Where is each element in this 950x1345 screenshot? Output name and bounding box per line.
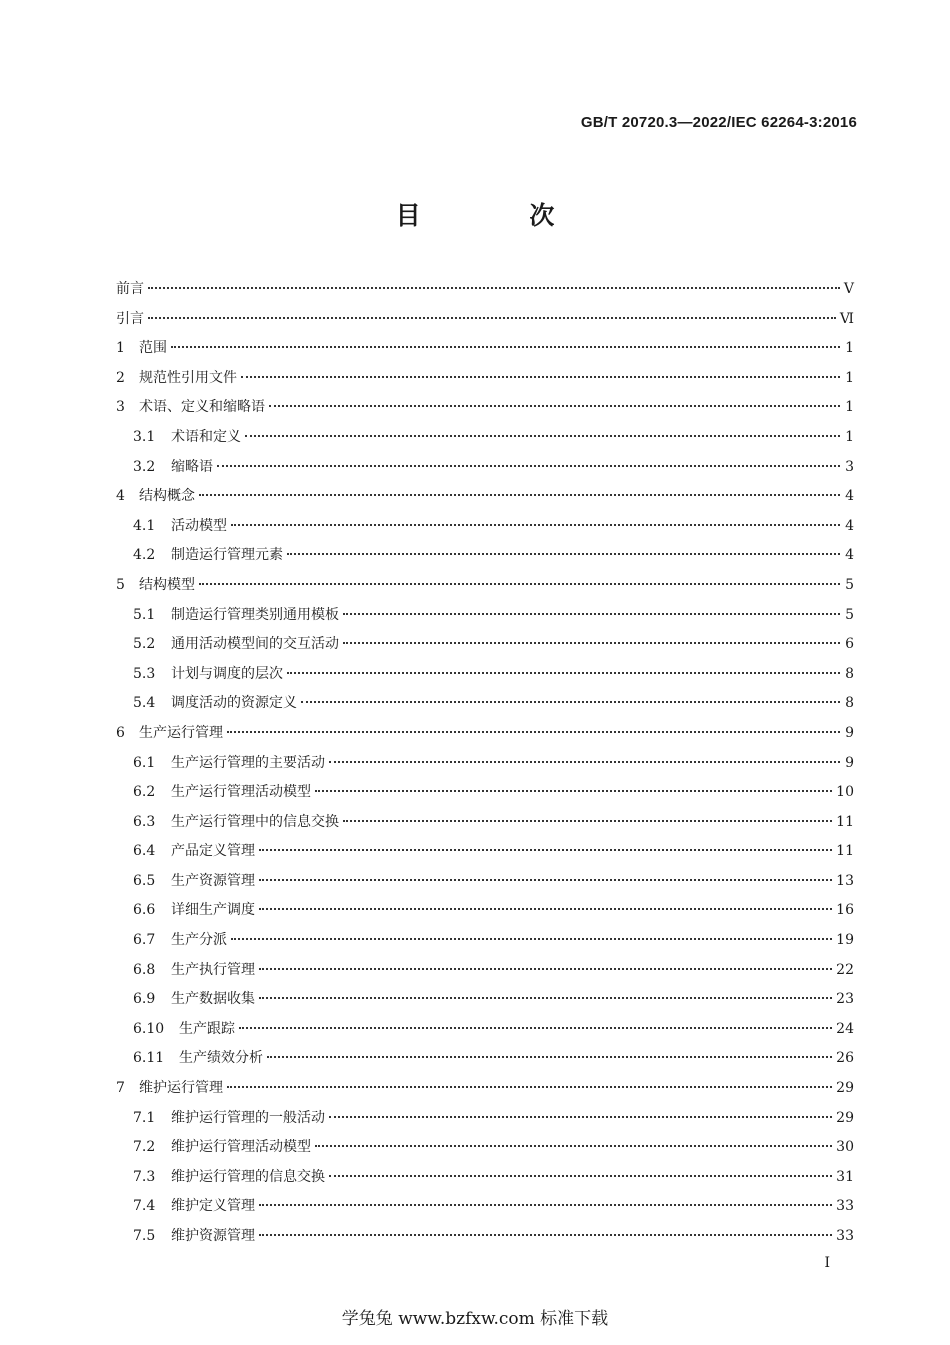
toc-entry-page: 24 [836, 1020, 854, 1037]
toc-entry-label: 活动模型 [171, 517, 227, 534]
toc-leader-dots [239, 1027, 832, 1029]
toc-entry-number: 6.5 [133, 872, 156, 889]
toc-entry-number: 6.3 [133, 813, 156, 830]
toc-entry-number: 6.11 [133, 1050, 165, 1067]
toc-entry[interactable] [116, 689, 854, 719]
toc-entry-label: 生产执行管理 [171, 961, 255, 978]
toc-entry-label: 产品定义管理 [171, 843, 255, 860]
toc-entry-page: 4 [845, 488, 854, 505]
toc-entry-label: 调度活动的资源定义 [171, 695, 297, 712]
toc-leader-dots [329, 1116, 832, 1118]
toc-entry-label: 维护运行管理活动模型 [171, 1139, 311, 1156]
toc-entry[interactable] [116, 1044, 854, 1074]
toc-entry-page: 31 [836, 1168, 854, 1185]
toc-entry-number: 4.1 [133, 517, 156, 534]
toc-leader-dots [199, 583, 840, 585]
toc-entry-page: 8 [845, 695, 854, 712]
toc-entry-number: 7.4 [133, 1198, 156, 1215]
toc-entry-label: 引言 [116, 310, 144, 327]
toc-entry-label: 缩略语 [171, 458, 213, 475]
toc-entry[interactable] [116, 926, 854, 956]
standard-number: GB/T 20720.3—2022/IEC 62264-3:2016 [580, 114, 857, 131]
toc-entry-number: 6.10 [133, 1020, 165, 1037]
toc-leader-dots [287, 672, 840, 674]
toc-leader-dots [301, 701, 840, 703]
toc-entry-label: 术语、定义和缩略语 [139, 399, 265, 416]
toc-leader-dots [245, 435, 840, 437]
toc-entry-number: 4 [116, 488, 125, 505]
toc-entry-page: 6 [845, 636, 854, 653]
toc-entry-page: 13 [836, 872, 854, 889]
toc-entry[interactable] [116, 601, 854, 631]
toc-entry-label: 生产运行管理 [139, 724, 223, 741]
toc-entry-page: Ⅵ [839, 310, 854, 327]
toc-entry-label: 维护运行管理 [139, 1080, 223, 1097]
toc-entry-page: 1 [845, 340, 854, 357]
toc-entry-page: 29 [836, 1080, 854, 1097]
toc-leader-dots [259, 849, 832, 851]
toc-entry-page: 11 [836, 843, 854, 860]
toc-entry[interactable] [116, 482, 854, 512]
toc-entry-number: 3.1 [133, 428, 156, 445]
table-of-contents [116, 275, 854, 1252]
toc-entry-label: 规范性引用文件 [139, 369, 237, 386]
toc-leader-dots [259, 968, 832, 970]
toc-entry-number: 7.5 [133, 1228, 156, 1244]
toc-leader-dots [148, 317, 836, 319]
toc-leader-dots [267, 1056, 832, 1058]
toc-leader-dots [259, 879, 832, 881]
toc-entry[interactable] [116, 423, 854, 453]
toc-leader-dots [199, 494, 840, 496]
toc-entry[interactable] [116, 808, 854, 838]
toc-leader-dots [315, 1145, 832, 1147]
toc-entry[interactable] [116, 896, 854, 926]
toc-entry-label: 生产资源管理 [171, 872, 255, 889]
toc-entry-number: 6.9 [133, 991, 156, 1008]
toc-leader-dots [241, 376, 840, 378]
toc-entry[interactable] [116, 275, 854, 305]
toc-entry[interactable] [116, 837, 854, 867]
toc-entry[interactable] [116, 334, 854, 364]
toc-entry-page: 1 [845, 369, 854, 386]
toc-entry-page: 3 [845, 458, 854, 475]
toc-entry[interactable] [116, 364, 854, 394]
toc-entry-number: 6.6 [133, 902, 156, 919]
toc-entry-number: 5 [116, 576, 125, 593]
toc-entry[interactable] [116, 393, 854, 423]
toc-entry-label: 结构概念 [139, 488, 195, 505]
toc-entry-page: V [843, 281, 854, 297]
toc-entry[interactable] [116, 1163, 854, 1193]
toc-entry-number: 5.1 [133, 606, 156, 623]
toc-leader-dots [217, 465, 840, 467]
toc-entry[interactable] [116, 749, 854, 779]
toc-entry-page: 22 [836, 961, 854, 978]
toc-entry-label: 生产运行管理活动模型 [171, 784, 311, 801]
toc-entry-page: 19 [836, 932, 854, 949]
toc-entry-label: 范围 [139, 340, 167, 357]
toc-entry-number: 6.1 [133, 754, 156, 771]
toc-leader-dots [259, 1234, 832, 1236]
toc-entry-page: 33 [836, 1198, 854, 1215]
toc-entry-label: 维护资源管理 [171, 1228, 255, 1244]
toc-entry-number: 3.2 [133, 458, 156, 475]
toc-entry-label: 制造运行管理类别通用模板 [171, 606, 339, 623]
toc-leader-dots [343, 613, 840, 615]
toc-entry[interactable] [116, 541, 854, 571]
toc-entry-page: 11 [836, 813, 854, 830]
toc-entry-page: 26 [836, 1050, 854, 1067]
toc-entry-page: 10 [836, 784, 854, 801]
toc-entry-page: 4 [845, 517, 854, 534]
watermark-text: 学兔兔 www.bzfxw.com 标准下载 [341, 1309, 609, 1329]
toc-leader-dots [287, 553, 840, 555]
toc-leader-dots [227, 1086, 832, 1088]
toc-entry[interactable] [116, 1104, 854, 1134]
toc-leader-dots [148, 287, 840, 289]
toc-entry-number: 6 [116, 724, 125, 741]
toc-entry-number: 6.7 [133, 932, 156, 949]
toc-leader-dots [171, 346, 840, 348]
toc-entry[interactable] [116, 719, 854, 749]
toc-title: 目 次 [395, 201, 605, 230]
toc-leader-dots [343, 820, 832, 822]
toc-leader-dots [329, 761, 840, 763]
toc-entry[interactable] [116, 985, 854, 1015]
toc-entry-number: 6.4 [133, 843, 156, 860]
toc-entry[interactable] [116, 1222, 854, 1252]
toc-entry-page: 16 [836, 902, 854, 919]
toc-entry-page: 8 [845, 665, 854, 682]
toc-leader-dots [315, 790, 832, 792]
toc-entry-page: 29 [836, 1109, 854, 1126]
toc-entry-number: 7.1 [133, 1109, 156, 1126]
toc-entry-label: 生产数据收集 [171, 991, 255, 1008]
toc-entry-number: 7.2 [133, 1139, 156, 1156]
toc-entry[interactable] [116, 1074, 854, 1104]
toc-leader-dots [259, 908, 832, 910]
toc-entry[interactable] [116, 1133, 854, 1163]
toc-entry[interactable] [116, 660, 854, 690]
toc-entry-page: 5 [845, 576, 854, 593]
toc-entry-page: 23 [836, 991, 854, 1008]
toc-leader-dots [227, 731, 840, 733]
toc-entry-number: 6.2 [133, 784, 156, 801]
page-number: I [824, 1255, 830, 1271]
toc-entry-number: 7.3 [133, 1168, 156, 1185]
toc-entry-label: 通用活动模型间的交互活动 [171, 636, 339, 653]
toc-entry[interactable] [116, 453, 854, 483]
toc-entry-number: 3 [116, 399, 125, 416]
toc-entry-label: 制造运行管理元素 [171, 547, 283, 564]
toc-entry-label: 详细生产调度 [171, 902, 255, 919]
toc-entry-label: 生产跟踪 [179, 1020, 235, 1037]
toc-entry-number: 7 [116, 1080, 125, 1097]
toc-entry[interactable] [116, 630, 854, 660]
toc-entry-page: 1 [845, 399, 854, 416]
toc-entry-page: 4 [845, 547, 854, 564]
toc-entry[interactable] [116, 1015, 854, 1045]
toc-entry-label: 生产运行管理中的信息交换 [171, 813, 339, 830]
toc-entry[interactable] [116, 778, 854, 808]
toc-entry-page: 30 [836, 1139, 854, 1156]
toc-leader-dots [343, 642, 840, 644]
toc-entry-page: 1 [845, 428, 854, 445]
toc-entry[interactable] [116, 512, 854, 542]
toc-leader-dots [231, 938, 832, 940]
toc-leader-dots [259, 1204, 832, 1206]
toc-entry-label: 术语和定义 [171, 428, 241, 445]
toc-entry-label: 生产绩效分析 [179, 1050, 263, 1067]
toc-entry-label: 前言 [116, 281, 144, 297]
toc-leader-dots [259, 997, 832, 999]
toc-entry-page: 9 [845, 754, 854, 771]
toc-entry-number: 5.2 [133, 636, 156, 653]
toc-entry-label: 维护运行管理的信息交换 [171, 1168, 325, 1185]
toc-entry[interactable] [116, 571, 854, 601]
toc-entry-number: 5.4 [133, 695, 156, 712]
toc-entry-label: 结构模型 [139, 576, 195, 593]
toc-entry[interactable] [116, 956, 854, 986]
toc-leader-dots [329, 1175, 832, 1177]
toc-entry-page: 5 [845, 606, 854, 623]
toc-entry-label: 维护运行管理的一般活动 [171, 1109, 325, 1126]
toc-entry[interactable] [116, 305, 854, 335]
toc-entry-number: 6.8 [133, 961, 156, 978]
toc-entry-number: 5.3 [133, 665, 156, 682]
toc-entry[interactable] [116, 867, 854, 897]
toc-entry-label: 计划与调度的层次 [171, 665, 283, 682]
toc-entry-number: 1 [116, 340, 125, 357]
toc-entry[interactable] [116, 1192, 854, 1222]
toc-entry-label: 生产分派 [171, 932, 227, 949]
toc-leader-dots [231, 524, 840, 526]
toc-entry-page: 33 [836, 1228, 854, 1244]
toc-leader-dots [269, 405, 840, 407]
toc-entry-number: 2 [116, 369, 125, 386]
toc-entry-page: 9 [845, 724, 854, 741]
toc-entry-number: 4.2 [133, 547, 156, 564]
toc-entry-label: 维护定义管理 [171, 1198, 255, 1215]
toc-entry-label: 生产运行管理的主要活动 [171, 754, 325, 771]
